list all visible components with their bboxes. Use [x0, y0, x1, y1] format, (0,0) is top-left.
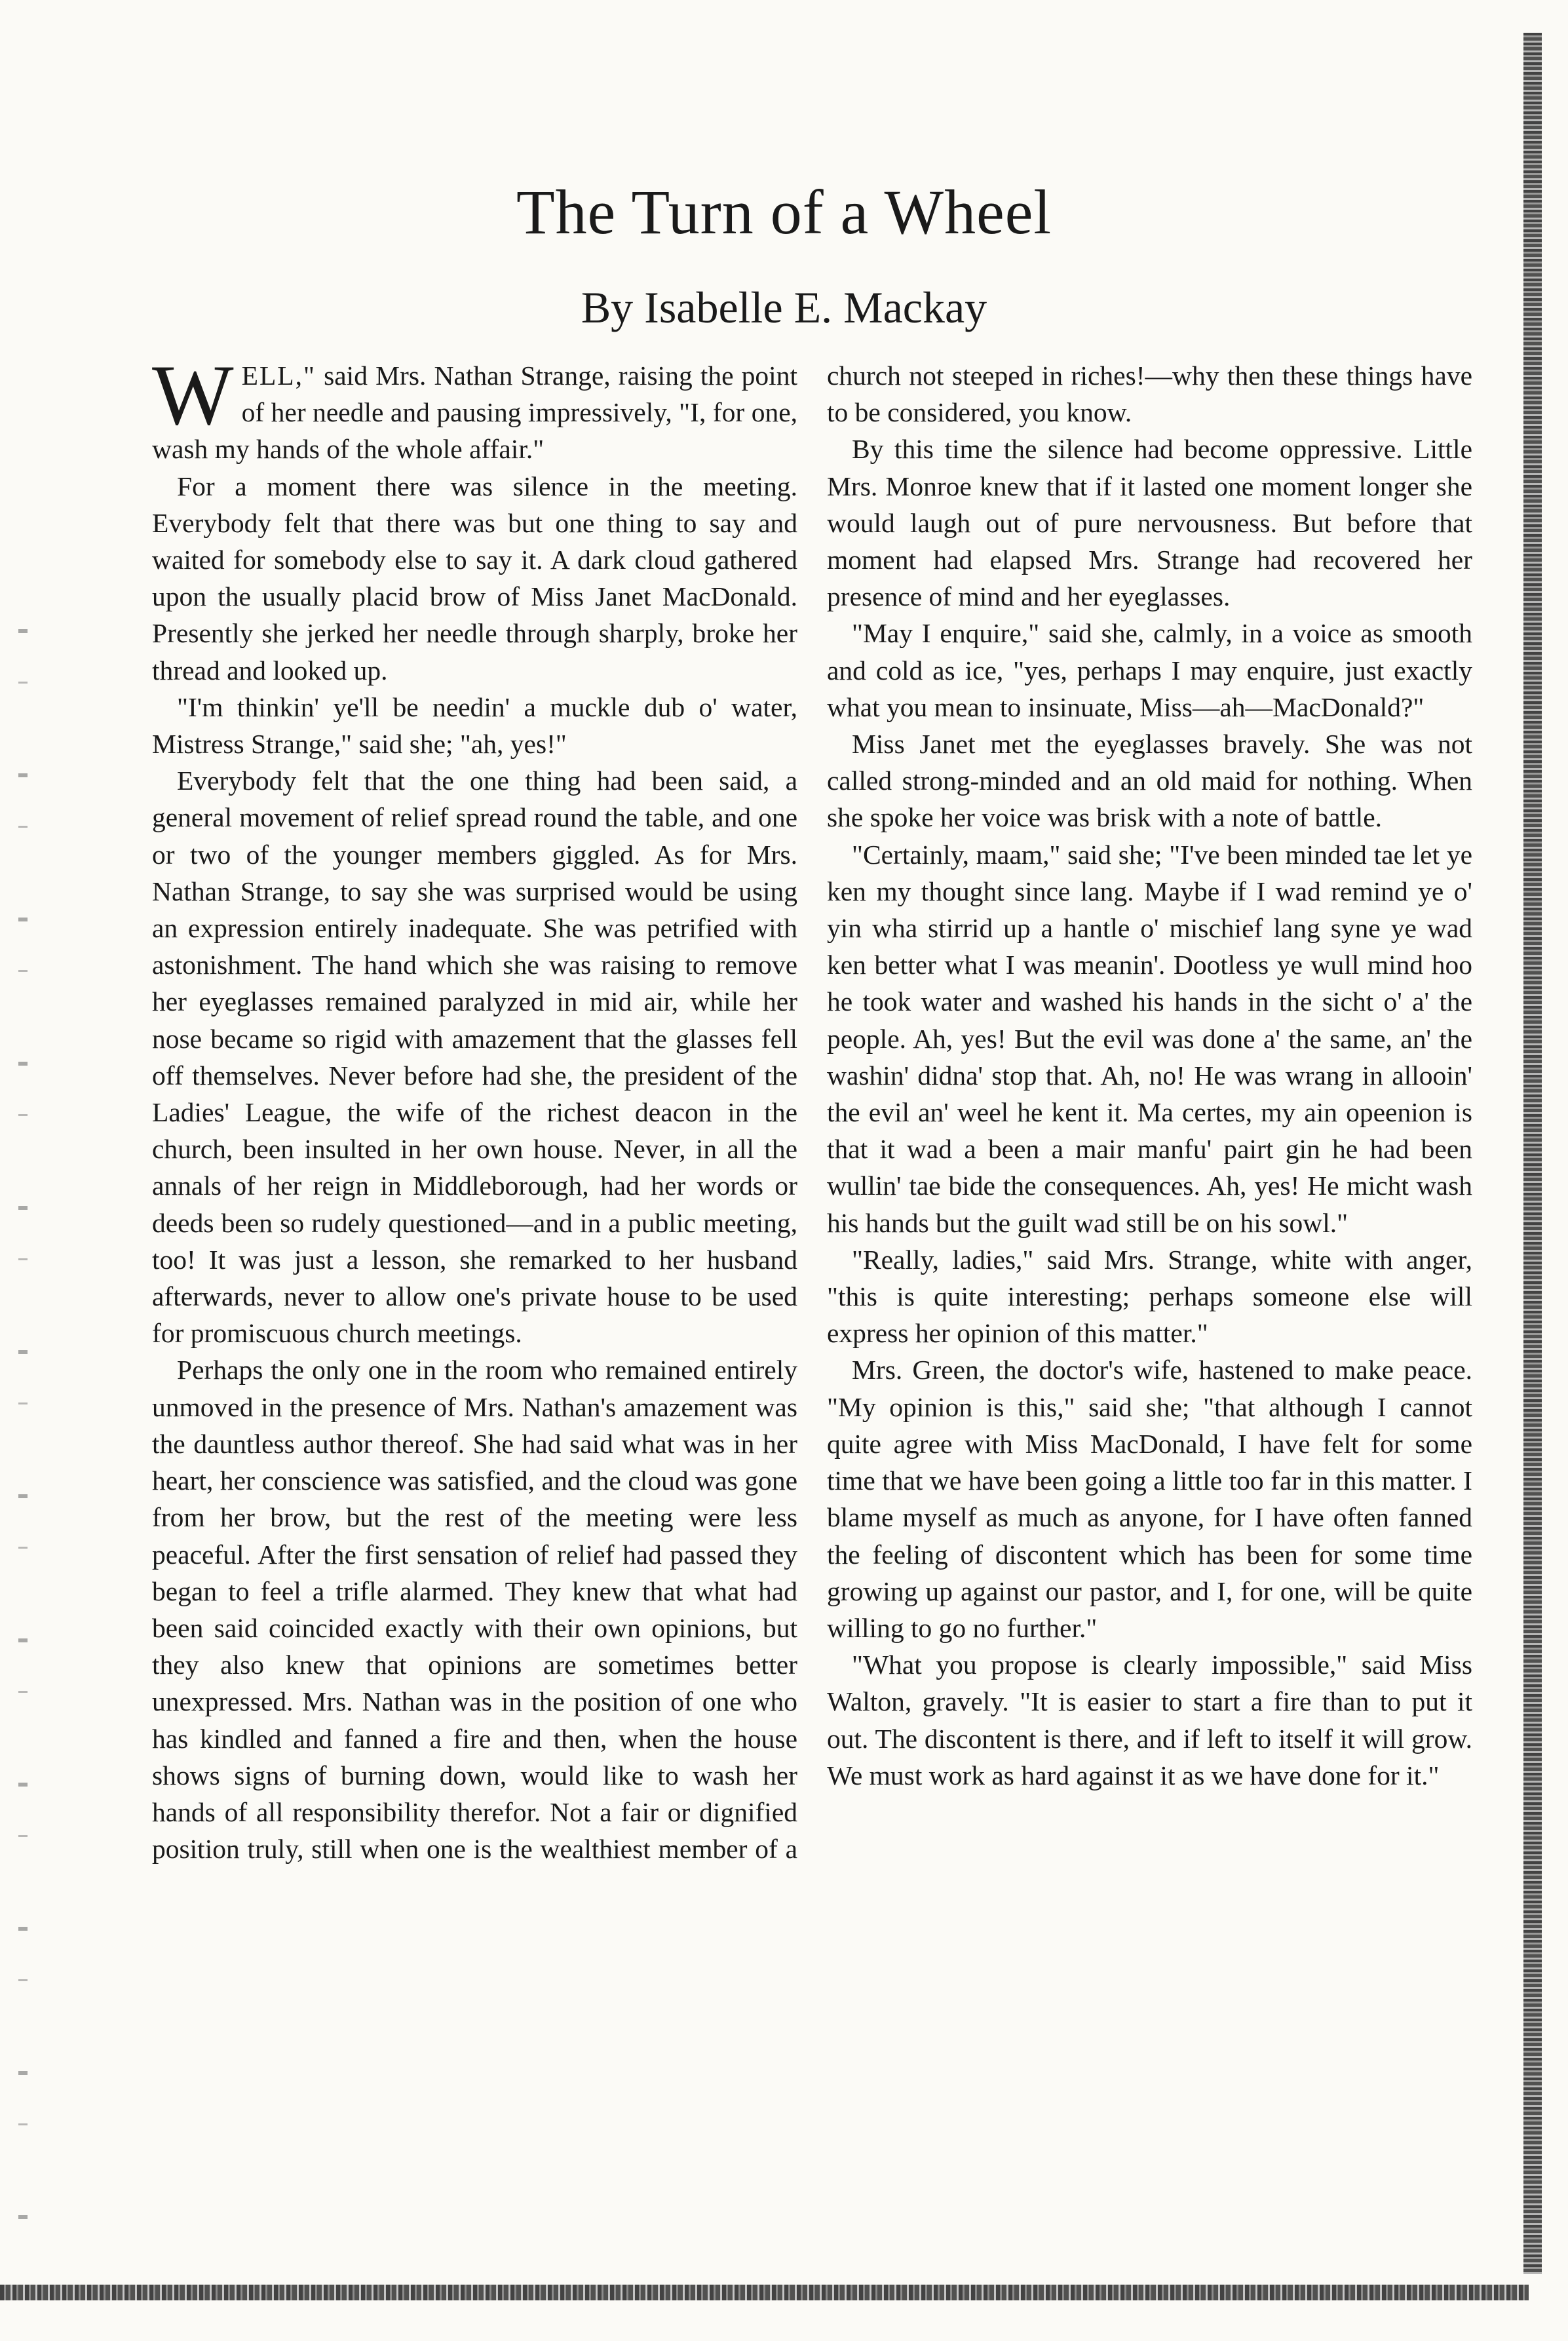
paragraph: Perhaps the only one in the room who remained entirely unmoved in the presence of Mrs. Nathan's amazement was the dauntless author thereof. She had said what was in her heart, her conscience was satisfied, and the cloud was gone from her brow, but the rest of the meeting were less peaceful. After the first sensation of relief had passed they began to feel a trifle alarmed. They knew that what had been said coincided exactly with their own opinions, but they also knew that opinions are sometimes better unexpressed. Mrs. Nathan was in the position of one who has kindled and fanned a fire and then, when the house shows signs of burning down, would like to wash her hands of all responsibility therefor. Not a fair or dignified position truly, still when one is the wealthiest member of a [152, 1355, 797, 1865]
drop-cap: W [152, 347, 234, 443]
paragraph: "May I enquire," said she, calmly, in a voice as smooth and cold as ice, "yes, perhaps I may enquire, just exactly what you mean to insinuate, Miss—ah—MacDonald?" [827, 618, 1472, 722]
article-title: The Turn of a Wheel [516, 177, 1052, 247]
paragraph: By this time the silence had become oppressive. Little Mrs. Monroe knew that if it lasted one moment longer she would laugh out of pure nervousness. But before that moment had elapsed Mrs. Strange had recovered her presence of mind and her eyeglasses. [827, 434, 1472, 612]
paragraph: "I'm thinkin' ye'll be needin' a muckle dub o' water, Mistress Strange," said she; "ah, yes!" [152, 691, 797, 760]
first-word: ELL," [241, 360, 316, 391]
bottom-border-rule [0, 2285, 1529, 2300]
left-column [152, 347, 797, 1867]
right-column [827, 357, 1472, 1794]
paragraph [152, 347, 797, 468]
right-border-rule [1523, 33, 1542, 2274]
paragraph: For a moment there was silence in the meeting. Everybody felt that there was but one thing to say and waited for somebody else to say it. A dark cloud gathered upon the usually placid brow of Miss Janet MacDonald. Presently she jerked her needle through sharply, broke her thread and looked up. [152, 471, 797, 686]
left-margin-specks [18, 590, 28, 2228]
paragraph: Mrs. Green, the doctor's wife, hastened to make peace. "My opinion is this," said she; "that although I cannot quite agree with Miss MacDonald, I have felt for some time that we have been going a little too far in this matter. I blame myself as much as anyone, for I have often fanned the feeling of discontent which has been for some time growing up against our pastor, and I, for one, will be quite willing to go no further." [827, 1355, 1472, 1643]
paragraph: "What you propose is clearly impossible," said Miss Walton, gravely. "It is easier to start a fire than to put it out. The discontent is there, and if left to itself it will grow. We must work as hard against it as we have done for it." [827, 1650, 1472, 1790]
paragraph: church not steeped in riches!—why then these things have to be considered, you know. [827, 360, 1472, 428]
paragraph: "Certainly, maam," said she; "I've been minded tae let ye ken my thought since lang. Maybe if I wad remind ye o' yin wha stirrid up a hantle o' mischief lang syne ye wad ken better what I was meanin'. Dootless ye wull mind hoo he took water and washed his hands in the sicht o' a' the people. Ah, yes! But the evil was done a' the same, an' the washin' didna' stop that. Ah, no! He was wrang in allooin' the evil an' weel he kent it. Ma certes, my ain opeenion is that it wad a been a mair manfu' pairt gin he had been wullin' tae bide the consequences. Ah, yes! He micht wash his hands but the guilt wad still be on his sowl." [827, 839, 1472, 1238]
paragraph: Everybody felt that the one thing had been said, a general movement of relief spread round the table, and one or two of the younger members giggled. As for Mrs. Nathan Strange, to say she was surprised would be using an expression entirely inadequate. She was petrified with astonishment. The hand which she was raising to remove her eyeglasses remained paralyzed in mid air, while her nose became so rigid with amazement that the glasses fell off themselves. Never before had she, the president of the Ladies' League, the wife of the richest deacon in the church, been insulted in her own house. Never, in all the annals of her reign in Middleborough, had her words or deeds been so rudely questioned—and in a public meeting, too! It was just a lesson, she remarked to her husband afterwards, never to allow one's private house to be used for promiscuous church meetings. [152, 765, 797, 1349]
paragraph: Miss Janet met the eyeglasses bravely. She was not called strong-minded and an old maid for nothing. When she spoke her voice was brisk with a note of battle. [827, 729, 1472, 833]
paragraph: "Really, ladies," said Mrs. Strange, white with anger, "this is quite interesting; perhaps someone else will express her opinion of this matter." [827, 1244, 1472, 1349]
paragraph-text: said Mrs. Nathan Strange, raising the point of her needle and pausing impressively, "I, for one, wash my hands of the whole affair." [152, 360, 797, 465]
article-byline: By Isabelle E. Mackay [581, 282, 987, 332]
